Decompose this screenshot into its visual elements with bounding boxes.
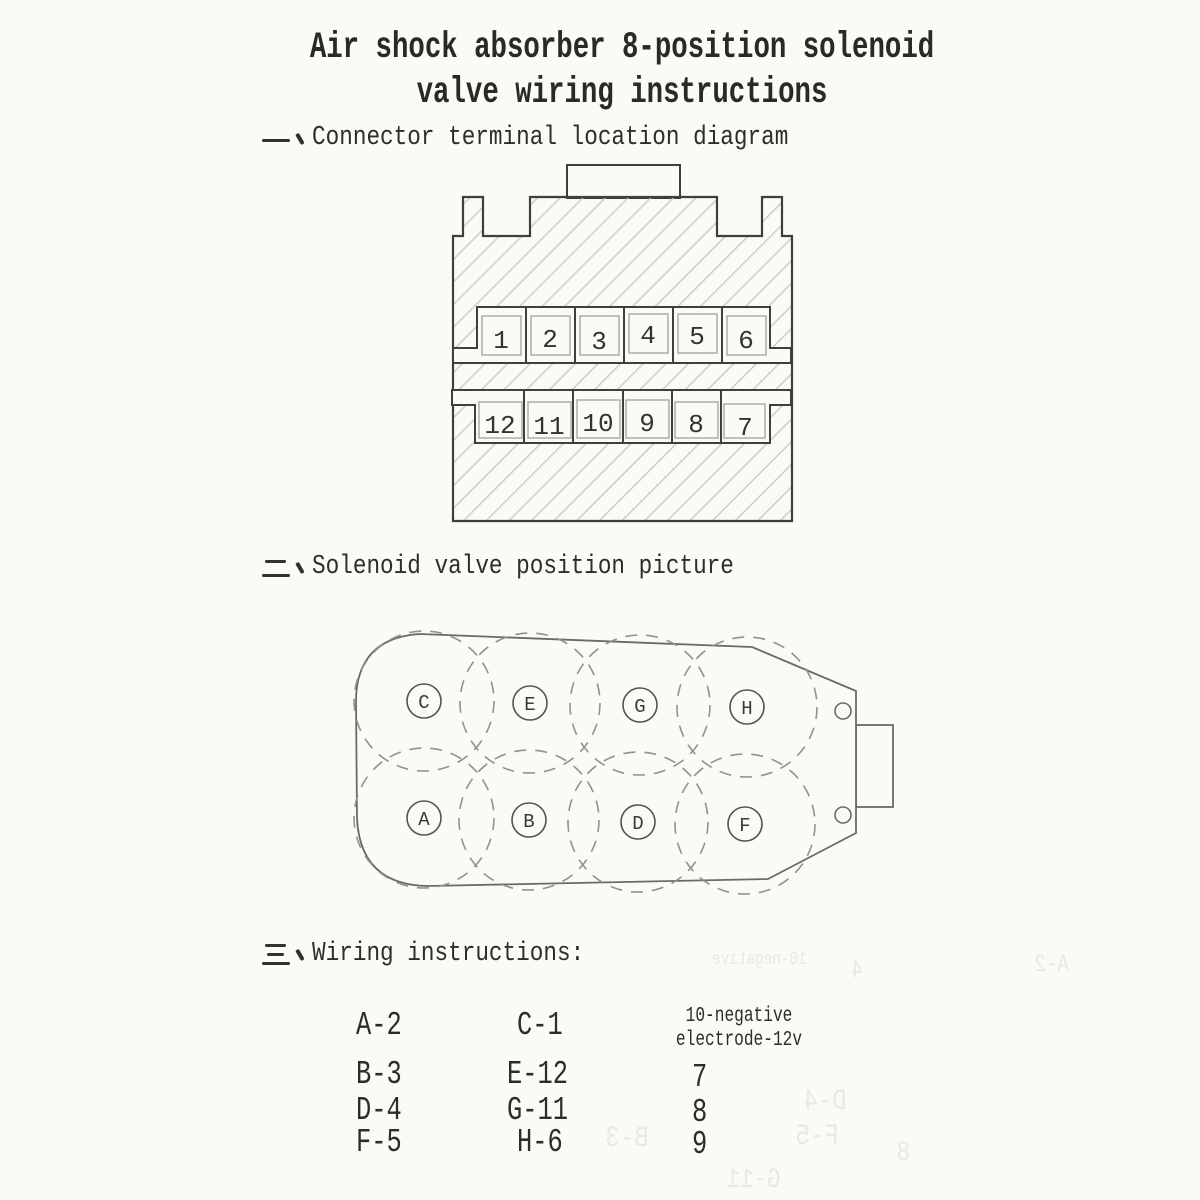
wiring-pair-F5: F-5 — [356, 1124, 402, 1161]
cjk-numeral-two-icon — [262, 552, 312, 582]
wiring-pair-C1: C-1 — [517, 1007, 563, 1044]
wiring-pair-D4: D-4 — [356, 1092, 402, 1129]
wiring-terminal-7: 7 — [692, 1059, 708, 1096]
terminal-number: 1 — [493, 326, 509, 356]
section-1-heading — [262, 123, 879, 153]
bleed-through-text: D-4 — [803, 1085, 847, 1119]
negative-electrode-note — [658, 1005, 820, 1053]
terminal-number: 7 — [737, 413, 753, 443]
bleed-through-text: 10-negative — [711, 950, 807, 970]
section-3-heading — [262, 939, 636, 969]
valve-letter: D — [632, 813, 644, 835]
bleed-through-text: F-5 — [795, 1120, 839, 1154]
section-2-heading — [262, 552, 814, 582]
title-line-2: valve wiring instructions — [416, 72, 828, 114]
negative-electrode-note-line-1: 10-negative — [685, 1005, 793, 1028]
valve-letter: F — [739, 815, 751, 837]
bleed-through-text: B-3 — [605, 1122, 649, 1156]
wiring-pair-B3: B-3 — [356, 1056, 402, 1093]
valve-letter: G — [634, 696, 646, 718]
terminal-number: 4 — [640, 321, 656, 351]
terminal-number: 10 — [582, 409, 614, 439]
wiring-pair-G11: G-11 — [507, 1092, 568, 1129]
terminal-number: 8 — [688, 410, 704, 440]
negative-electrode-note-line-2: electrode-12v — [675, 1029, 803, 1052]
solenoid-valve-diagram — [340, 615, 910, 905]
terminal-number: 11 — [533, 412, 565, 442]
connector-top-tab — [567, 165, 680, 198]
bleed-through-text: A-2 — [1034, 952, 1069, 979]
wiring-terminal-9: 9 — [692, 1126, 708, 1163]
bleed-through-text: 8 — [896, 1138, 911, 1169]
terminal-number: 2 — [542, 325, 558, 355]
valve-letter: A — [418, 809, 430, 831]
wiring-pair-E12: E-12 — [507, 1056, 568, 1093]
section-2-heading-text: Solenoid valve position picture — [312, 552, 734, 582]
terminal-number: 9 — [639, 409, 655, 439]
bleed-through-text: 4 — [851, 958, 863, 985]
valve-letter: H — [741, 698, 753, 720]
wiring-pair-A2: A-2 — [356, 1007, 402, 1044]
cjk-numeral-one-icon — [262, 123, 312, 153]
connector-terminal-diagram — [430, 150, 810, 545]
valve-letter: E — [524, 694, 536, 716]
bleed-through-text: G-11 — [726, 1165, 781, 1196]
terminal-number: 5 — [689, 322, 705, 352]
solenoid-connector-tab — [856, 725, 893, 807]
wiring-pair-H6: H-6 — [517, 1124, 563, 1161]
terminal-number: 3 — [591, 327, 607, 357]
terminal-number: 12 — [484, 411, 516, 441]
wiring-terminal-8: 8 — [692, 1094, 708, 1131]
document-title — [178, 26, 1066, 116]
valve-letter: C — [418, 692, 430, 714]
cjk-numeral-three-icon — [262, 939, 312, 969]
section-3-heading-text: Wiring instructions: — [312, 939, 585, 969]
valve-letter: B — [523, 811, 535, 833]
terminal-number: 6 — [738, 326, 754, 356]
title-line-1: Air shock absorber 8-position solenoid — [309, 27, 935, 69]
section-1-heading-text: Connector terminal location diagram — [312, 123, 789, 153]
